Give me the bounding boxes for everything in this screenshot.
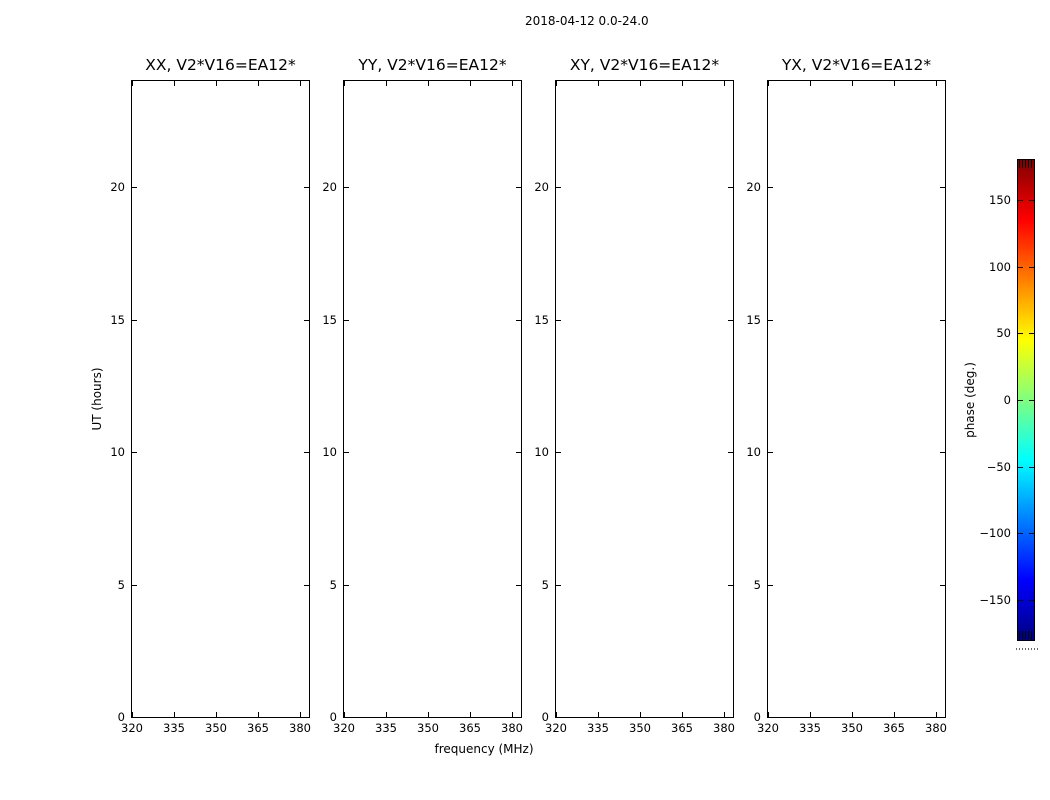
y-tick-label: 15 — [534, 313, 549, 327]
colorbar-tick-label: −50 — [986, 460, 1011, 474]
subplot-yx — [746, 0, 947, 780]
x-tick-label: 380 — [713, 721, 735, 735]
colorbar-tick-left — [1018, 267, 1023, 268]
y-tick-left — [768, 452, 773, 453]
x-tick-top — [386, 81, 387, 86]
x-tick-label: 380 — [925, 721, 947, 735]
x-tick-bottom — [852, 712, 853, 717]
y-tick-left — [556, 717, 561, 718]
y-tick-right — [940, 452, 945, 453]
y-tick-label: 5 — [329, 578, 337, 592]
colorbar-bottom-dots — [1016, 648, 1038, 650]
colorbar-tick-right — [1029, 600, 1034, 601]
colorbar-tick-label: 150 — [989, 193, 1011, 207]
y-tick-label: 10 — [110, 445, 125, 459]
y-tick-label: 15 — [746, 313, 761, 327]
x-tick-bottom — [428, 712, 429, 717]
subplot-yx-frame — [767, 80, 946, 718]
x-tick-label: 365 — [247, 721, 269, 735]
colorbar-top-hatch — [1019, 160, 1033, 168]
y-tick-left — [556, 187, 561, 188]
y-tick-label: 10 — [534, 445, 549, 459]
y-tick-right — [940, 320, 945, 321]
y-tick-left — [556, 585, 561, 586]
y-tick-label: 10 — [322, 445, 337, 459]
x-tick-label: 350 — [629, 721, 651, 735]
x-tick-label: 335 — [799, 721, 821, 735]
colorbar-tick-left — [1018, 600, 1023, 601]
subplot-xy-title: XY, V2*V16=EA12* — [569, 56, 720, 74]
x-tick-label: 350 — [417, 721, 439, 735]
x-tick-label: 380 — [289, 721, 311, 735]
y-tick-left — [768, 187, 773, 188]
x-tick-label: 320 — [121, 721, 143, 735]
y-tick-label: 0 — [329, 710, 337, 724]
figure-title: 2018-04-12 0.0-24.0 — [525, 14, 649, 28]
subplot-yy-frame — [343, 80, 522, 718]
x-tick-top — [132, 81, 133, 86]
x-tick-top — [894, 81, 895, 86]
x-tick-top — [724, 81, 725, 86]
y-tick-left — [344, 717, 349, 718]
x-tick-bottom — [682, 712, 683, 717]
x-tick-top — [852, 81, 853, 86]
x-tick-label: 335 — [163, 721, 185, 735]
colorbar-tick-right — [1029, 400, 1034, 401]
y-tick-label: 10 — [746, 445, 761, 459]
y-tick-left — [768, 717, 773, 718]
y-tick-left — [768, 320, 773, 321]
y-tick-label: 0 — [117, 710, 125, 724]
y-tick-label: 20 — [110, 180, 125, 194]
colorbar-label: phase (deg.) — [963, 362, 977, 438]
x-tick-top — [512, 81, 513, 86]
colorbar-tick-label: 100 — [989, 260, 1011, 274]
x-tick-label: 365 — [883, 721, 905, 735]
subplot-yy-title: YY, V2*V16=EA12* — [358, 56, 507, 74]
y-tick-left — [132, 717, 137, 718]
x-tick-label: 365 — [671, 721, 693, 735]
x-tick-bottom — [174, 712, 175, 717]
x-axis-label: frequency (MHz) — [434, 742, 534, 756]
y-axis-label: UT (hours) — [90, 367, 104, 431]
colorbar-tick-right — [1029, 267, 1034, 268]
x-tick-top — [936, 81, 937, 86]
y-tick-left — [344, 320, 349, 321]
colorbar — [1017, 159, 1035, 641]
x-tick-label: 350 — [205, 721, 227, 735]
x-tick-bottom — [598, 712, 599, 717]
x-tick-top — [598, 81, 599, 86]
y-tick-label: 20 — [322, 180, 337, 194]
colorbar-bottom-hatch — [1019, 631, 1033, 639]
x-tick-label: 365 — [459, 721, 481, 735]
x-tick-top — [344, 81, 345, 86]
y-tick-label: 5 — [117, 578, 125, 592]
x-tick-top — [556, 81, 557, 86]
x-tick-label: 320 — [333, 721, 355, 735]
subplot-xx-title: XX, V2*V16=EA12* — [145, 56, 296, 74]
y-tick-label: 20 — [534, 180, 549, 194]
y-tick-label: 5 — [541, 578, 549, 592]
x-tick-bottom — [640, 712, 641, 717]
x-tick-top — [216, 81, 217, 86]
x-tick-bottom — [894, 712, 895, 717]
y-tick-label: 5 — [753, 578, 761, 592]
colorbar-tick-left — [1018, 400, 1023, 401]
y-tick-right — [940, 187, 945, 188]
colorbar-tick-label: 50 — [996, 326, 1011, 340]
y-tick-label: 0 — [753, 710, 761, 724]
x-tick-label: 320 — [545, 721, 567, 735]
x-tick-top — [682, 81, 683, 86]
x-tick-bottom — [810, 712, 811, 717]
subplot-yx-title: YX, V2*V16=EA12* — [781, 56, 932, 74]
x-tick-label: 335 — [587, 721, 609, 735]
colorbar-tick-right — [1029, 533, 1034, 534]
subplot-yy — [322, 0, 523, 780]
x-tick-top — [174, 81, 175, 86]
subplot-xx — [110, 0, 311, 780]
x-tick-bottom — [936, 712, 937, 717]
y-tick-left — [344, 187, 349, 188]
x-tick-label: 350 — [841, 721, 863, 735]
y-tick-left — [132, 452, 137, 453]
colorbar-tick-left — [1018, 333, 1023, 334]
x-tick-bottom — [470, 712, 471, 717]
colorbar-tick-left — [1018, 533, 1023, 534]
y-tick-label: 20 — [746, 180, 761, 194]
y-tick-left — [344, 585, 349, 586]
x-tick-label: 320 — [757, 721, 779, 735]
x-tick-top — [640, 81, 641, 86]
y-tick-left — [132, 320, 137, 321]
x-tick-top — [810, 81, 811, 86]
x-tick-top — [258, 81, 259, 86]
x-tick-label: 335 — [375, 721, 397, 735]
x-tick-bottom — [216, 712, 217, 717]
y-tick-right — [940, 717, 945, 718]
y-tick-left — [556, 320, 561, 321]
x-tick-bottom — [386, 712, 387, 717]
y-tick-left — [132, 187, 137, 188]
y-tick-label: 0 — [541, 710, 549, 724]
subplot-xx-frame — [131, 80, 310, 718]
colorbar-tick-right — [1029, 467, 1034, 468]
colorbar-tick-label: −100 — [979, 526, 1011, 540]
subplot-xy-frame — [555, 80, 734, 718]
y-tick-label: 15 — [110, 313, 125, 327]
colorbar-tick-label: −150 — [979, 593, 1011, 607]
y-tick-left — [344, 452, 349, 453]
y-tick-right — [940, 585, 945, 586]
x-tick-top — [768, 81, 769, 86]
subplot-xy — [534, 0, 735, 780]
y-tick-left — [556, 452, 561, 453]
x-tick-top — [470, 81, 471, 86]
colorbar-tick-label: 0 — [1003, 393, 1011, 407]
x-tick-top — [300, 81, 301, 86]
x-tick-top — [428, 81, 429, 86]
x-tick-label: 380 — [501, 721, 523, 735]
y-tick-left — [768, 585, 773, 586]
y-tick-label: 15 — [322, 313, 337, 327]
colorbar-tick-left — [1018, 467, 1023, 468]
colorbar-tick-left — [1018, 200, 1023, 201]
x-tick-bottom — [258, 712, 259, 717]
colorbar-tick-right — [1029, 200, 1034, 201]
y-tick-left — [132, 585, 137, 586]
colorbar-tick-right — [1029, 333, 1034, 334]
